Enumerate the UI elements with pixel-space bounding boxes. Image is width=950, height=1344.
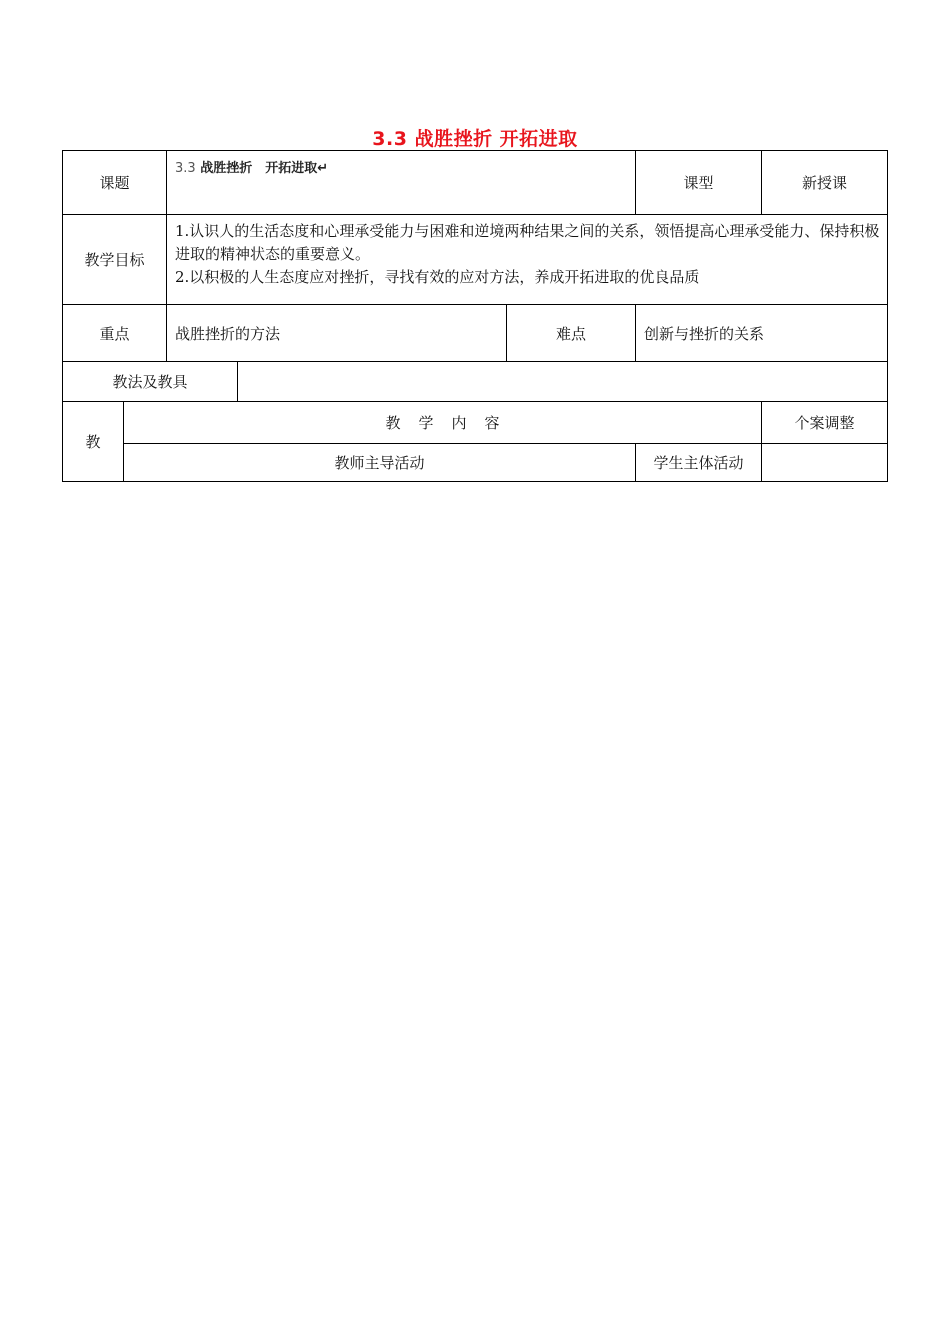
label-topic: [62, 150, 167, 215]
topic-name: 战胜挫折 开拓进取↵: [200, 161, 329, 176]
case-adjust-header: [761, 401, 888, 444]
topic-value: [166, 150, 636, 215]
label-teach: [62, 401, 124, 482]
label-goals: [62, 214, 167, 305]
label-key-point: [62, 304, 167, 362]
topic-number: 3.3: [175, 161, 196, 176]
label-key-point-text: 重点: [99, 324, 130, 343]
case-adjust-text: 个案调整: [794, 414, 855, 432]
teaching-content-text: 教学内容: [385, 414, 518, 432]
document-title: 3.3 战胜挫折 开拓进取: [372, 128, 578, 150]
label-teach-text: 教: [85, 433, 101, 451]
goal-item-1: 1.认识人的生活态度和心理承受能力与困难和逆境两种结果之间的关系，领悟提高心理承受能力、保持积极进取的精神状态的重要意义。: [175, 222, 880, 263]
teaching-content-header: [123, 401, 762, 444]
method-value: [237, 361, 888, 402]
teacher-activity-header: [123, 443, 636, 482]
topic-text: [175, 157, 328, 176]
difficulty-value: [635, 304, 888, 362]
case-adjust-cell: [761, 443, 888, 482]
label-method: [62, 361, 238, 402]
difficulty-text: 创新与挫折的关系: [644, 324, 765, 343]
label-difficulty-text: 难点: [555, 324, 586, 343]
key-point-value: [166, 304, 507, 362]
goals-value: [166, 214, 888, 305]
student-activity-header: [635, 443, 762, 482]
lesson-type-text: 新授课: [801, 174, 847, 192]
label-lesson-type-text: 课型: [683, 174, 714, 192]
lesson-type-value: [761, 150, 888, 215]
student-activity-text: 学生主体活动: [653, 454, 744, 472]
label-lesson-type: [635, 150, 762, 215]
key-point-text: 战胜挫折的方法: [175, 324, 281, 343]
label-goals-text: 教学目标: [84, 251, 145, 269]
label-difficulty: [506, 304, 636, 362]
teacher-activity-text: 教师主导活动: [334, 454, 425, 472]
label-method-text: 教法及教具: [112, 373, 188, 391]
label-topic-text: 课题: [99, 174, 130, 192]
goal-item-2: 2.以积极的人生态度应对挫折，寻找有效的应对方法，养成开拓进取的优良品质: [175, 268, 700, 286]
